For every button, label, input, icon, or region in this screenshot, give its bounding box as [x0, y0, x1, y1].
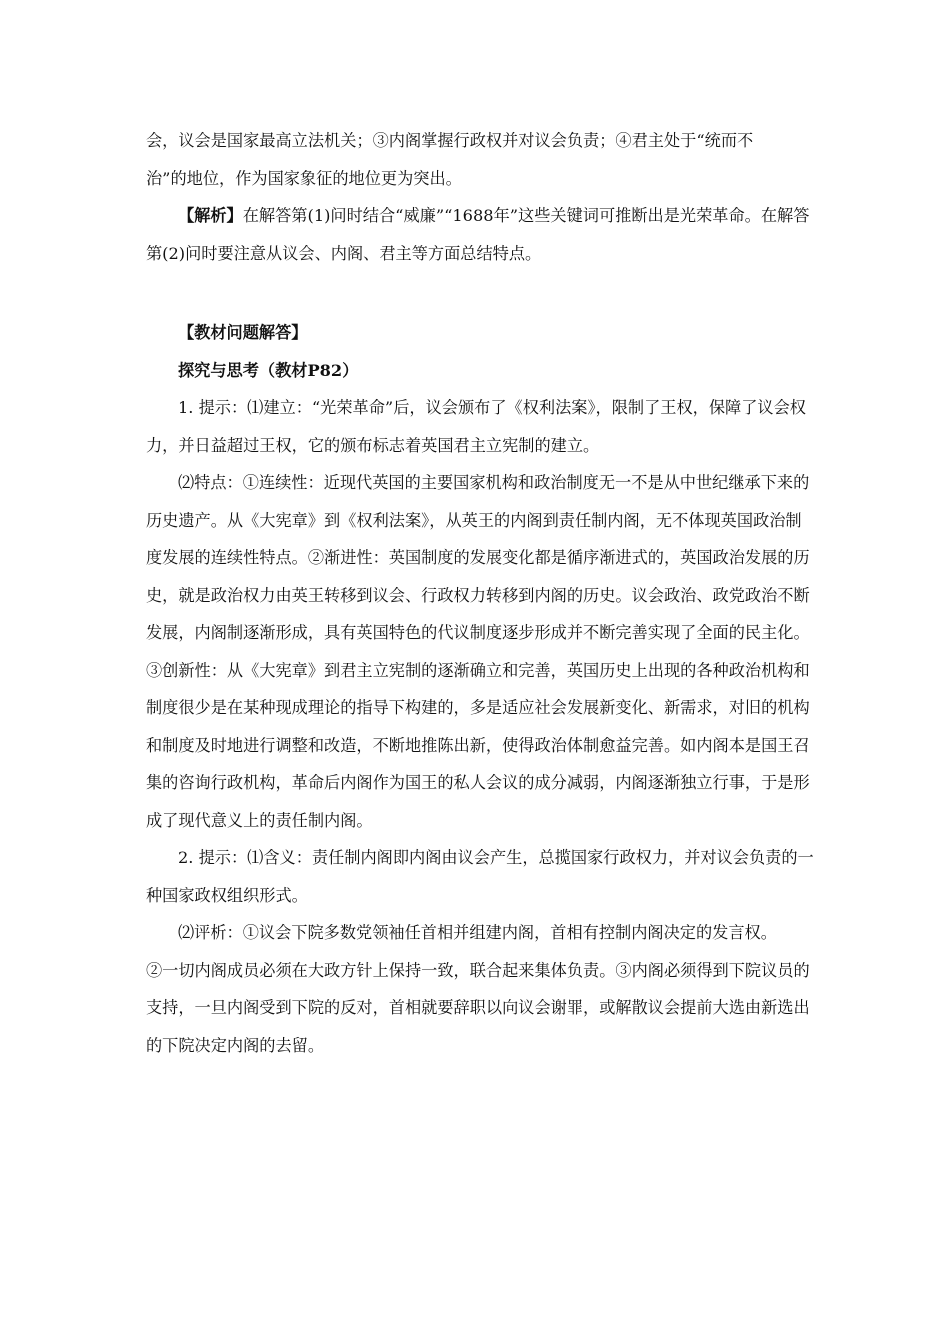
- paragraph-4-rest: ②一切内阁成员必须在大政方针上保持一致，联合起来集体负责。③内阁必须得到下院议员的支持，一旦内阁受到下院的反对，首相就要辞职以向议会谢罪，或解散议会提前大选由新选出的下院决定内阁的去留。: [146, 960, 810, 1055]
- document-body: [146, 122, 814, 1064]
- analysis-label: 【解析】: [178, 206, 243, 225]
- answer-continuation-line-1: 会，议会是国家最高立法机关；③内阁掌握行政权并对议会负责；④君主处于“统而不: [146, 131, 754, 150]
- analysis-paragraph: [146, 197, 814, 272]
- paragraph-2: ⑵特点：①连续性：近现代英国的主要国家机构和政治制度无一不是从中世纪继承下来的历史遗产。从《大宪章》到《权利法案》，从英王的内阁到责任制内阁，无不体现英国政治制度发展的连续性特点。②渐进性：英国制度的发展变化都是循序渐进式的，英国政治发展的历史，就是政治权力由英王转移到议会、行政权力转移到内阁的历史。议会政治、政党政治不断发展，内阁制逐渐形成，具有英国特色的代议制度逐步形成并不断完善实现了全面的民主化。③创新性：从《大宪章》到君主立宪制的逐渐确立和完善，英国历史上出现的各种政治机构和制度很少是在某种现成理论的指导下构建的，多是适应社会发展新变化、新需求，对旧的机构和制度及时地进行调整和改造，不断地推陈出新，使得政治体制愈益完善。如内阁本是国王召集的咨询行政机构，革命后内阁作为国王的私人会议的成分减弱，内阁逐渐独立行事，于是形成了现代意义上的责任制内阁。: [146, 473, 810, 830]
- blank-line: [146, 272, 814, 310]
- paragraph-3: 2. 提示：⑴含义：责任制内阁即内阁由议会产生，总揽国家行政权力，并对议会负责的一种国家政权组织形式。: [146, 848, 814, 905]
- section-title: 【教材问题解答】: [178, 323, 308, 342]
- analysis-text: 在解答第(1)问时结合“威廉”“1688年”这些关键词可推断出是光荣革命。在解答第(2)问时要注意从议会、内阁、君主等方面总结特点。: [146, 206, 810, 263]
- answer-continuation-line-2: 治”的地位，作为国家象征的地位更为突出。: [146, 168, 462, 188]
- paragraph-4-first-line: ⑵评析：①议会下院多数党领袖任首相并组建内阁，首相有控制内阁决定的发言权。: [178, 923, 777, 942]
- sub-title: 探究与思考（教材P82）: [178, 360, 359, 380]
- paragraph-1: 1. 提示：⑴建立：“光荣革命”后，议会颁布了《权利法案》，限制了王权，保障了议会权力，并日益超过王权，它的颁布标志着英国君主立宪制的建立。: [146, 398, 806, 455]
